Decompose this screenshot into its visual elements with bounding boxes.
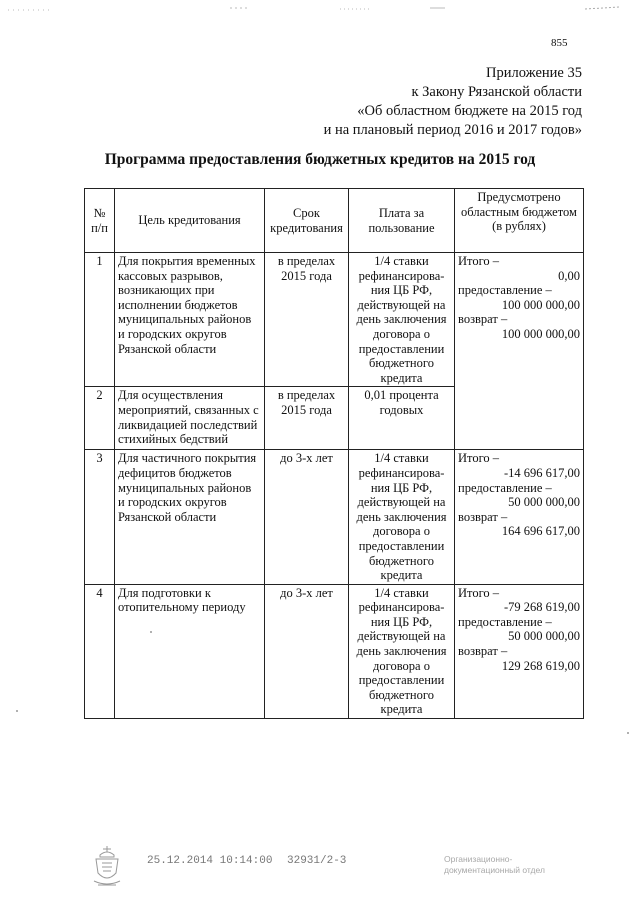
amount-return: 129 268 619,00	[501, 658, 580, 673]
header-num: № п/п	[85, 189, 115, 253]
stamp-line: документационный отдел	[444, 865, 545, 875]
credits-table	[84, 188, 584, 719]
header-amount: Предусмотрено областным бюджетом (в рублях)	[455, 189, 584, 253]
coat-of-arms-emblem	[90, 843, 124, 889]
row-goal: Для осуществления мероприятий, связанных с ликвидацией последствий стихийных бедствий	[115, 387, 265, 450]
footer-document-code: 32931/2-3	[287, 855, 347, 867]
row-term: в пределах 2015 года	[265, 253, 349, 387]
amount-return: 164 696 617,00	[501, 524, 580, 539]
amount-return-label: возврат –	[458, 644, 508, 659]
amount-provision-label: предоставление –	[458, 480, 552, 495]
amount-provision: 50 000 000,00	[508, 629, 580, 644]
amount-total-label: Итого –	[458, 585, 500, 600]
stamp-line: Организационно-	[444, 854, 513, 864]
appendix-line: к Закону Рязанской области	[411, 84, 582, 100]
footer-datetime: 25.12.2014 10:14:00	[147, 855, 273, 867]
amount-provision: 50 000 000,00	[508, 495, 580, 510]
row-number: 2	[85, 387, 115, 450]
row-number: 1	[85, 253, 115, 387]
row-number: 4	[85, 584, 115, 718]
header-term: Срок кредитования	[265, 189, 349, 253]
header-fee: Плата за пользование	[349, 189, 455, 253]
amount-total-label: Итого –	[458, 254, 500, 268]
department-stamp	[444, 854, 564, 876]
row-number: 3	[85, 450, 115, 584]
row-goal: Для покрытия временных кассовых разрывов, возникающих при исполнении бюджетов муниципальных районов и городских округов Рязанской области	[115, 253, 265, 387]
amount-total: -79 268 619,00	[503, 600, 580, 615]
header-goal: Цель кредитования	[115, 189, 265, 253]
scan-speck	[627, 732, 629, 734]
table-row	[85, 253, 584, 387]
row-fee: 1/4 ставки рефинансирова-ния ЦБ РФ, действующей на день заключения договора о предоставлении бюджетного кредита	[349, 584, 455, 718]
page-number: 855	[551, 37, 568, 49]
row-term: до 3-х лет	[265, 584, 349, 718]
amount-return: 100 000 000,00	[501, 326, 580, 341]
table-header-row	[85, 189, 584, 253]
amount-provision: 100 000 000,00	[501, 297, 580, 312]
scan-speck	[150, 631, 152, 633]
appendix-line: Приложение 35	[486, 65, 582, 81]
row-fee: 1/4 ставки рефинансирова-ния ЦБ РФ, действующей на день заключения договора о предоставлении бюджетного кредита	[349, 450, 455, 584]
row-amount	[455, 253, 584, 450]
scan-artifacts	[0, 0, 640, 20]
row-goal: Для подготовки к отопительному периоду	[115, 584, 265, 718]
row-goal: Для частичного покрытия дефицитов бюджетов муниципальных районов и городских округов Рязанской области	[115, 450, 265, 584]
amount-return-label: возврат –	[458, 312, 508, 327]
row-term: в пределах 2015 года	[265, 387, 349, 450]
amount-total: 0,00	[558, 268, 580, 283]
amount-total: -14 696 617,00	[503, 465, 580, 480]
row-fee: 0,01 процента годовых	[349, 387, 455, 450]
table-row	[85, 584, 584, 718]
scan-speck	[16, 710, 18, 712]
amount-provision-label: предоставление –	[458, 614, 552, 629]
appendix-line: «Об областном бюджете на 2015 год	[357, 103, 582, 119]
table-row	[85, 450, 584, 584]
amount-provision-label: предоставление –	[458, 283, 552, 298]
document-title: Программа предоставления бюджетных кредитов на 2015 год	[104, 151, 536, 168]
row-amount	[455, 584, 584, 718]
row-term: до 3-х лет	[265, 450, 349, 584]
amount-return-label: возврат –	[458, 509, 508, 524]
amount-total-label: Итого –	[458, 451, 500, 466]
row-amount	[455, 450, 584, 584]
appendix-line: и на плановый период 2016 и 2017 годов»	[323, 122, 582, 138]
row-fee: 1/4 ставки рефинансирова-ния ЦБ РФ, действующей на день заключения договора о предоставлении бюджетного кредита	[349, 253, 455, 387]
appendix-header	[324, 64, 582, 140]
